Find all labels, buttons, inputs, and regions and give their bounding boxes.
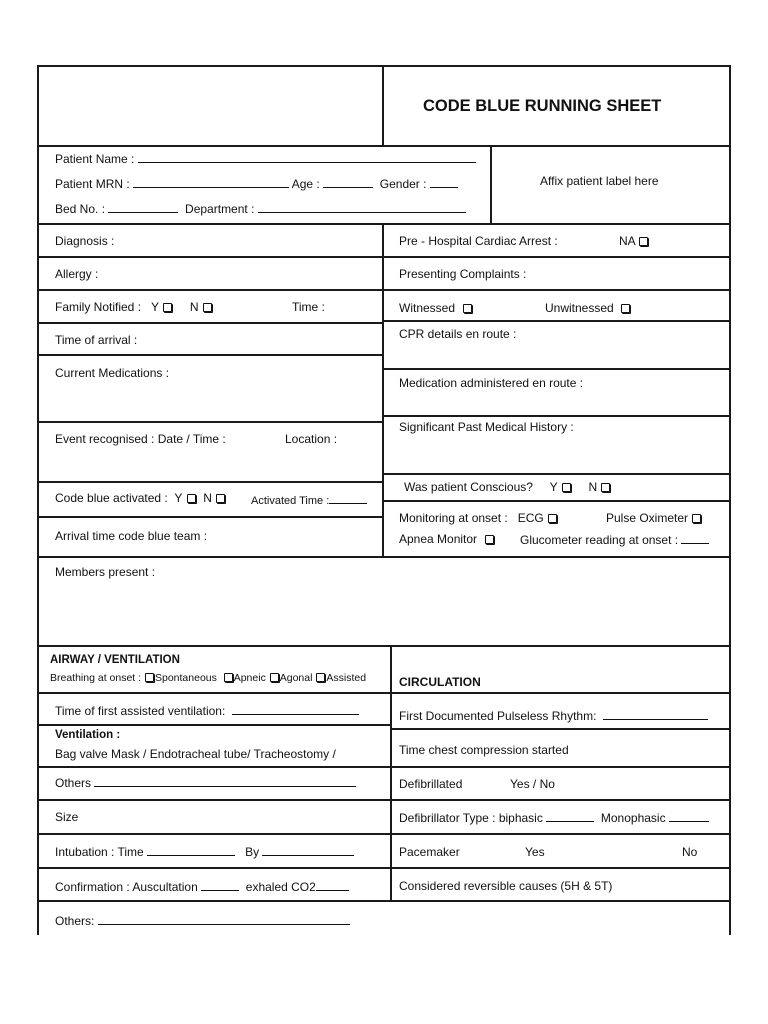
chest-compression-label: Time chest compression started [399, 743, 569, 757]
others2-field [55, 914, 350, 928]
line-patient-bottom [37, 223, 731, 225]
department-line[interactable] [258, 202, 466, 213]
current-medications-label: Current Medications : [55, 366, 170, 380]
apneic-checkbox[interactable] [224, 673, 233, 682]
presenting-complaints-label: Presenting Complaints : [399, 267, 527, 281]
breathing-label: Breathing at onset : [50, 672, 142, 684]
conscious-no-label: N [588, 480, 598, 494]
line-right-history [382, 473, 731, 475]
line-right-medication [382, 415, 731, 417]
line-left-arrival [37, 354, 383, 356]
line-left-code-blue [37, 516, 383, 518]
witnessed-checkbox[interactable] [463, 304, 472, 313]
airway-heading: AIRWAY / VENTILATION [50, 654, 180, 666]
age-line[interactable] [323, 177, 373, 188]
family-yes-label: Y [151, 300, 159, 314]
patient-name-field[interactable] [55, 152, 476, 166]
defib-yes-no: Yes / No [510, 777, 555, 791]
line-left-family [37, 322, 383, 324]
bed-label: Bed No. : [55, 202, 106, 216]
confirmation-field [55, 880, 349, 894]
border-left [37, 65, 39, 935]
biphasic-line[interactable] [546, 811, 594, 822]
by-label: By [245, 845, 260, 859]
pulse-oximeter-checkbox[interactable] [692, 514, 701, 523]
intubation-time-line[interactable] [147, 845, 235, 856]
witnessed-field [399, 301, 473, 315]
pre-hospital-arrest-label: Pre - Hospital Cardiac Arrest : [399, 234, 558, 248]
line-left-breathing [37, 692, 391, 694]
bed-line[interactable] [108, 202, 178, 213]
agonal-checkbox[interactable] [270, 673, 279, 682]
allergy-label: Allergy : [55, 267, 99, 281]
line-right-witnessed [382, 320, 731, 322]
arrival-time-team-label: Arrival time code blue team : [55, 529, 208, 543]
code-blue-no-label: N [203, 491, 212, 505]
event-recognised-label: Event recognised : Date / Time : [55, 432, 226, 446]
divider-header [382, 65, 384, 145]
diagnosis-label: Diagnosis : [55, 234, 115, 248]
others-field [55, 776, 356, 790]
time-of-arrival-label: Time of arrival : [55, 333, 138, 347]
gender-line[interactable] [430, 177, 458, 188]
age-label: Age : [291, 177, 320, 191]
line-right-conscious [382, 500, 731, 502]
na-checkbox[interactable] [639, 237, 648, 246]
divider-middle-top [382, 223, 384, 556]
line-header-bottom [37, 145, 731, 147]
intubation-label: Intubation : Time [55, 845, 144, 859]
affix-label: Affix patient label here [540, 174, 659, 188]
ecg-label: ECG [517, 511, 544, 525]
confirmation-label: Confirmation : Auscultation [55, 880, 198, 894]
activated-time-label: Activated Time : [251, 495, 330, 507]
by-line[interactable] [262, 845, 354, 856]
line-row-others [37, 799, 731, 801]
ecg-checkbox[interactable] [548, 514, 557, 523]
spontaneous-label: Spontaneous [154, 672, 217, 684]
exhaled-line[interactable] [316, 880, 349, 891]
family-no-checkbox[interactable] [203, 303, 212, 312]
sheet-title: CODE BLUE RUNNING SHEET [423, 97, 662, 115]
conscious-yes-checkbox[interactable] [562, 483, 571, 492]
was-conscious-label: Was patient Conscious? [404, 480, 533, 494]
apnea-monitor-checkbox[interactable] [485, 535, 494, 544]
glucometer-line[interactable] [681, 533, 709, 544]
breathing-row [50, 671, 366, 685]
past-history-label: Significant Past Medical History : [399, 420, 574, 434]
bed-department-row [55, 202, 466, 216]
divider-affix [490, 145, 492, 223]
line-right-cpr [382, 368, 731, 370]
intubation-field [55, 845, 354, 859]
monophasic-label: Monophasic [600, 811, 666, 825]
patient-mrn-line[interactable] [133, 177, 289, 188]
code-blue-yes-checkbox[interactable] [187, 494, 196, 503]
code-blue-no-checkbox[interactable] [216, 494, 225, 503]
witnessed-label: Witnessed [399, 301, 456, 315]
others2-label: Others: [55, 914, 95, 928]
gender-label: Gender : [379, 177, 427, 191]
line-row-allergy [37, 289, 731, 291]
na-field [619, 234, 649, 248]
line-left-medications [37, 421, 383, 423]
auscultation-line[interactable] [201, 880, 239, 891]
line-row-intubation [37, 867, 731, 869]
line-row-diagnosis [37, 256, 731, 258]
patient-name-label: Patient Name : [55, 152, 135, 166]
pacemaker-no: No [682, 845, 698, 859]
assisted-label: Assisted [326, 672, 367, 684]
monitoring-row [399, 511, 558, 525]
first-assisted-label: Time of first assisted ventilation: [55, 704, 226, 718]
spontaneous-checkbox[interactable] [145, 673, 154, 682]
code-blue-activated-label: Code blue activated : [55, 491, 168, 505]
conscious-yes-label: Y [549, 480, 558, 494]
line-members-top [37, 556, 731, 558]
first-rhythm-label: First Documented Pulseless Rhythm: [399, 709, 597, 723]
apneic-label: Apneic [233, 672, 266, 684]
glucometer-label: Glucometer reading at onset : [520, 533, 679, 547]
line-right-rhythm [390, 728, 731, 730]
conscious-no-checkbox[interactable] [601, 483, 610, 492]
medication-en-route-label: Medication administered en route : [399, 376, 584, 390]
unwitnessed-label: Unwitnessed [545, 301, 614, 315]
activated-time-line[interactable] [329, 493, 367, 504]
monophasic-line[interactable] [669, 811, 709, 822]
pacemaker-yes: Yes [525, 845, 545, 859]
size-label: Size [55, 810, 79, 824]
line-row-size [37, 833, 731, 835]
cpr-details-label: CPR details en route : [399, 327, 517, 341]
reversible-causes-label: Considered reversible causes (5H & 5T) [399, 879, 613, 893]
line-left-event [37, 481, 383, 483]
line-left-first-assisted [37, 724, 391, 726]
pulse-oximeter-label: Pulse Oximeter [606, 511, 689, 525]
defib-type-label: Defibrillator Type : biphasic [399, 811, 543, 825]
location-label: Location : [285, 432, 338, 446]
members-present-label: Members present : [55, 565, 156, 579]
department-label: Department : [185, 202, 255, 216]
others-label: Others [55, 776, 92, 790]
patient-mrn-row [55, 177, 458, 191]
first-assisted-line[interactable] [232, 704, 359, 715]
na-label: NA [619, 234, 636, 248]
line-row-ventilation [37, 766, 731, 768]
defib-type-field [399, 811, 709, 825]
defibrillated-label: Defibrillated [399, 777, 463, 791]
pulse-oximeter-field [606, 511, 702, 525]
family-notified-row [55, 300, 213, 314]
border-top [37, 65, 731, 67]
assisted-checkbox[interactable] [316, 673, 325, 682]
activated-time-field [251, 493, 367, 508]
ventilation-heading: Ventilation : [55, 729, 121, 741]
patient-mrn-label: Patient MRN : [55, 177, 130, 191]
patient-name-line[interactable] [138, 152, 476, 163]
was-conscious-row [404, 480, 611, 494]
exhaled-label: exhaled CO2 [245, 880, 316, 894]
ventilation-options: Bag valve Mask / Endotracheal tube/ Tracheostomy / [55, 747, 336, 761]
family-time-label: Time : [292, 300, 325, 314]
line-row-confirmation [37, 900, 731, 902]
code-blue-activated-row [55, 491, 226, 505]
glucometer-field [520, 533, 709, 547]
first-rhythm-line[interactable] [603, 709, 708, 720]
line-members-bottom [37, 645, 731, 647]
code-blue-yes-label: Y [174, 491, 183, 505]
monitoring-label: Monitoring at onset : [399, 511, 508, 525]
apnea-row [399, 532, 495, 546]
first-rhythm-field [399, 709, 708, 723]
family-notified-label: Family Notified : [55, 300, 142, 314]
others2-line[interactable] [98, 914, 350, 925]
circulation-heading: CIRCULATION [399, 675, 481, 689]
family-yes-checkbox[interactable] [163, 303, 172, 312]
agonal-label: Agonal [279, 672, 313, 684]
pacemaker-label: Pacemaker [399, 845, 460, 859]
family-no-label: N [189, 300, 199, 314]
line-right-circulation [390, 692, 731, 694]
unwitnessed-field [545, 301, 631, 315]
unwitnessed-checkbox[interactable] [621, 304, 630, 313]
divider-middle-bottom [390, 645, 392, 901]
apnea-monitor-label: Apnea Monitor [399, 532, 478, 546]
others-line[interactable] [94, 776, 356, 787]
first-assisted-field [55, 704, 359, 718]
